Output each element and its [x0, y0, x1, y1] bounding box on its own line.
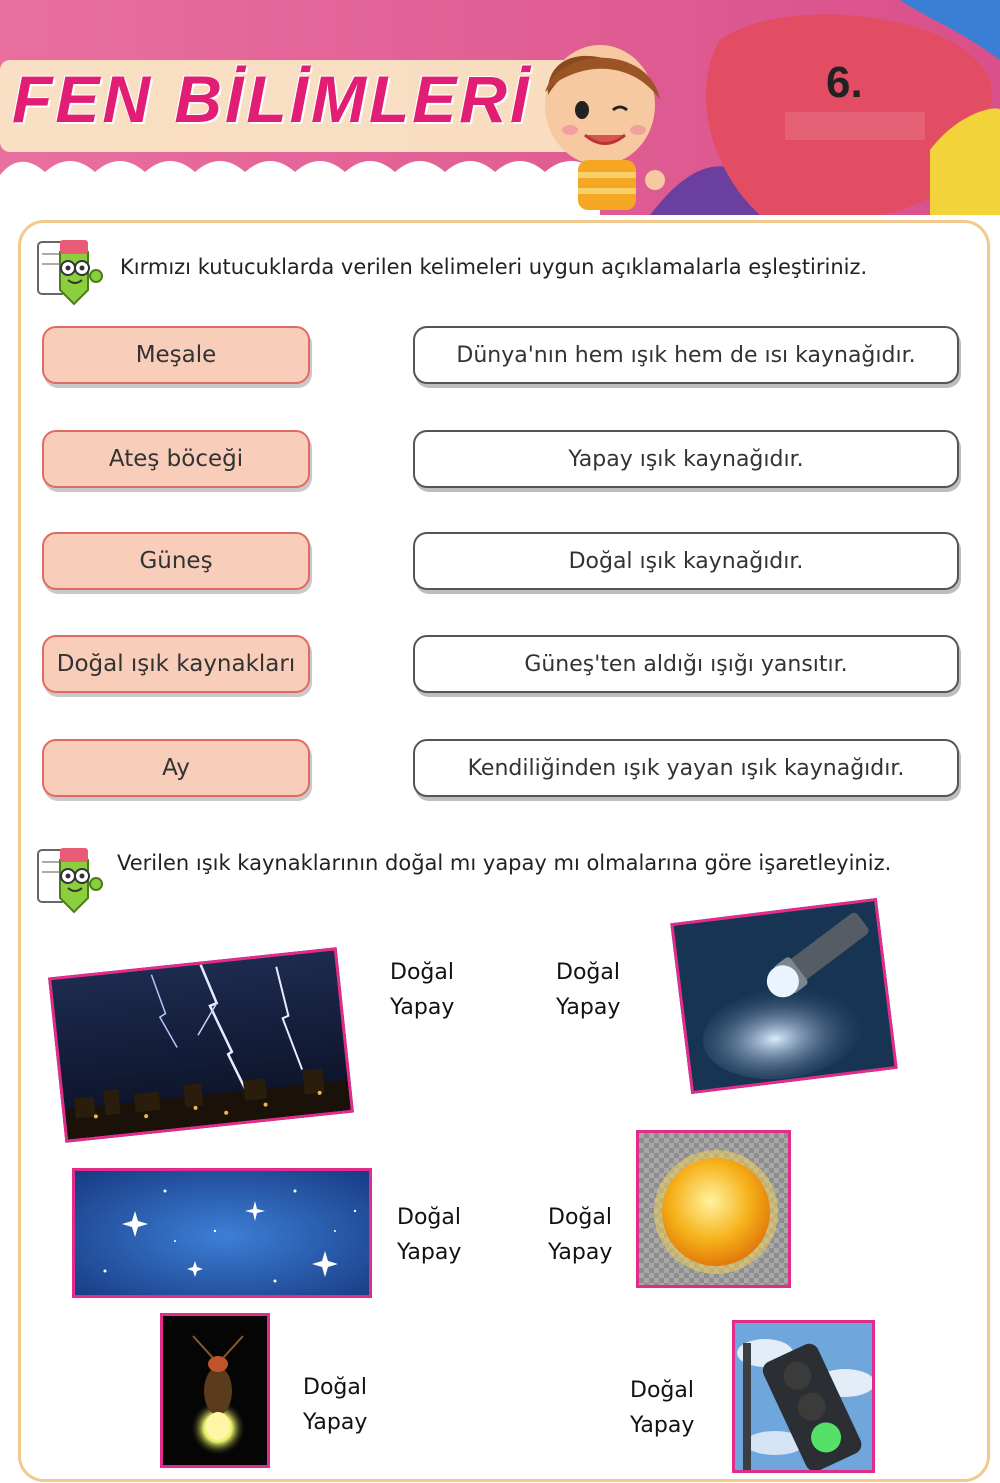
word-box[interactable]: Ay — [42, 739, 310, 797]
pencil-mascot-icon — [30, 232, 110, 307]
option-natural[interactable]: Doğal — [397, 1205, 461, 1230]
traffic-light-icon — [735, 1323, 875, 1473]
firefly-photo — [160, 1313, 270, 1468]
choice-options — [630, 1373, 694, 1443]
option-artificial[interactable]: Yapay — [303, 1410, 368, 1435]
instruction-matching: Kırmızı kutucuklarda verilen kelimeleri uygun açıklamalarla eşleştiriniz. — [120, 255, 868, 279]
option-natural[interactable]: Doğal — [630, 1378, 694, 1403]
option-artificial[interactable]: Yapay — [397, 1240, 462, 1265]
choice-options — [303, 1370, 367, 1440]
option-natural[interactable]: Doğal — [390, 960, 454, 985]
word-box[interactable]: Güneş — [42, 532, 310, 590]
page-title: FEN BİLİMLERİ — [12, 62, 532, 136]
grade-label: 6. — [826, 58, 863, 107]
stars-icon — [75, 1171, 372, 1298]
sun-photo — [636, 1130, 791, 1288]
sun-icon — [639, 1133, 791, 1288]
flashlight-icon — [674, 901, 898, 1094]
description-box[interactable]: Güneş'ten aldığı ışığı yansıtır. — [413, 635, 959, 693]
stars-photo — [72, 1168, 372, 1298]
word-box[interactable]: Ateş böceği — [42, 430, 310, 488]
choice-options — [390, 955, 454, 1025]
option-artificial[interactable]: Yapay — [630, 1413, 695, 1438]
option-artificial[interactable]: Yapay — [548, 1240, 613, 1265]
lightning-photo — [48, 947, 354, 1142]
option-natural[interactable]: Doğal — [548, 1205, 612, 1230]
option-artificial[interactable]: Yapay — [390, 995, 455, 1020]
description-box[interactable]: Kendiliğinden ışık yayan ışık kaynağıdır. — [413, 739, 959, 797]
choice-options — [556, 955, 620, 1025]
word-box[interactable]: Doğal ışık kaynakları — [42, 635, 310, 693]
description-box[interactable]: Doğal ışık kaynağıdır. — [413, 532, 959, 590]
word-box[interactable]: Meşale — [42, 326, 310, 384]
option-artificial[interactable]: Yapay — [556, 995, 621, 1020]
lightning-icon — [51, 950, 353, 1143]
choice-options — [397, 1200, 461, 1270]
choice-options — [548, 1200, 612, 1270]
option-natural[interactable]: Doğal — [303, 1375, 367, 1400]
option-natural[interactable]: Doğal — [556, 960, 620, 985]
flashlight-photo — [670, 898, 897, 1094]
description-box[interactable]: Dünya'nın hem ışık hem de ısı kaynağıdır. — [413, 326, 959, 384]
firefly-icon — [163, 1316, 270, 1468]
instruction-classify: Verilen ışık kaynaklarının doğal mı yapay mı olmalarına göre işaretleyiniz. — [117, 851, 892, 875]
description-box[interactable]: Yapay ışık kaynağıdır. — [413, 430, 959, 488]
pencil-mascot-icon — [30, 840, 110, 915]
traffic-light-photo — [732, 1320, 875, 1473]
